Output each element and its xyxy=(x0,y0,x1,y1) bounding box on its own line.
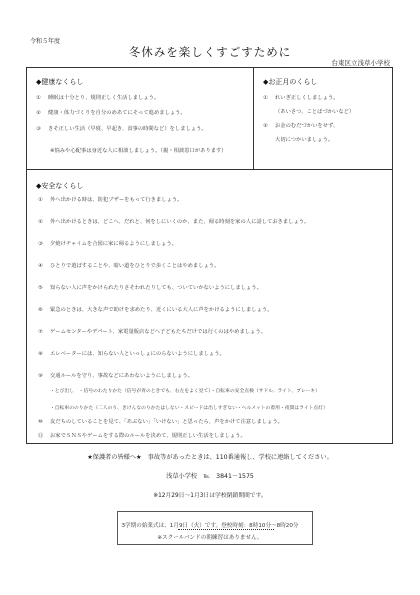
item-text: 睡眠は十分とり、規則正しく生活しましょう。 xyxy=(48,95,160,101)
item-text: 交通ルールを守り、事故などにあわないようにしましょう。 xyxy=(50,373,193,379)
item-number: ⑪ xyxy=(38,433,44,439)
item-text: 外へ出かける時は、防犯ブザーをもって行きましょう。 xyxy=(50,197,183,203)
safety-heading: ◆安全なくらし xyxy=(36,182,84,190)
item-number: ③ xyxy=(36,126,41,132)
closure-note: ※12月29日～1月3日は学校閉鎖期間です。 xyxy=(153,493,267,499)
list-item xyxy=(38,433,246,440)
newyear-list xyxy=(263,95,354,144)
guardian-notice: ★保護者の皆様へ★ 事故等があったときは、110番通報し、学校に連絡してください。 xyxy=(87,454,333,461)
newyear-heading: ◆お正月のくらし xyxy=(263,78,318,86)
item-number: ④ xyxy=(38,263,43,269)
item-text: エレベーターには、知らない人といっしょにのらないようにしましょう。 xyxy=(50,351,225,357)
item-number: ⑨ xyxy=(38,373,43,379)
list-item xyxy=(36,95,207,102)
item-number: ① xyxy=(38,197,43,203)
page-title: 冬休みを楽しくすごすために xyxy=(128,45,292,59)
list-item xyxy=(38,307,272,314)
item-number: ⑦ xyxy=(38,329,43,335)
item-number: ⑩ xyxy=(38,419,43,425)
item-number: ① xyxy=(263,95,268,101)
item-text: れいぎ正しくしましょう。 xyxy=(275,95,339,101)
health-note: ※悩みや心配事は身近な人に相談しましょう。（親・相談窓口があります） xyxy=(50,148,227,154)
item-text: ひとりで遊ばすることや、暗い道をひとりで歩くことはやめましょう。 xyxy=(50,263,220,269)
list-item xyxy=(38,285,262,292)
list-item xyxy=(38,329,266,336)
item-text: 緊急のときは、大きな声で助けを求めたり、近くにいる大人に声をかけるようにしましょう。 xyxy=(50,307,273,313)
health-list xyxy=(36,95,207,133)
list-item xyxy=(263,109,354,116)
list-item xyxy=(38,197,182,204)
list-item xyxy=(263,95,354,102)
item-text: 夕焼けチャイムを合図に家に帰るようにしましょう。 xyxy=(50,241,177,247)
list-item xyxy=(36,110,207,117)
ceremony-line: 3学期の始業式は、1月9日（火）です。登校時刻：8時10分～8時20分 xyxy=(121,523,299,529)
item-text: ・とび出し ・信号のわたりかた（信号が青のときでも、右左をよく見て）・自転車の安全点検（サドル、ライト、ブレーキ） xyxy=(50,389,320,394)
item-number: ⑥ xyxy=(38,307,43,313)
item-text: 外へ出かけるときは、どこへ、だれと、何をしにいくのか、また、帰る時刻を家の人に話しておきましょう。 xyxy=(50,219,310,225)
band-note: ※スクールバンドの朝練習はありません。 xyxy=(157,535,263,541)
health-heading: ◆健康なくらし xyxy=(36,78,84,86)
item-text: きそ正しい生活（早寝、早起き、食事の時間など）をしましょう。 xyxy=(48,126,207,132)
school-year: 令和５年度 xyxy=(30,38,61,45)
section-divider xyxy=(26,169,393,170)
item-text: ゲームセンターやデパート、家電量販店などへ子どもたちだけでは行くのはやめましょう。 xyxy=(50,329,266,335)
list-item xyxy=(38,351,225,358)
column-divider xyxy=(253,67,254,169)
list-item xyxy=(50,388,320,395)
list-item xyxy=(38,241,177,248)
list-item xyxy=(50,405,328,412)
list-item xyxy=(36,126,207,133)
school-phone: 浅草小学校 ℡ 3841－1575 xyxy=(166,473,254,480)
item-number: ② xyxy=(38,219,43,225)
list-item xyxy=(38,263,219,270)
item-number: ① xyxy=(36,95,41,101)
item-text: 大切につかいましょう。 xyxy=(275,137,334,143)
item-text: お金のむだづかいをせず、 xyxy=(275,123,339,129)
list-item xyxy=(38,219,309,226)
item-number: ⑤ xyxy=(38,285,43,291)
list-item xyxy=(263,137,354,144)
item-number: ② xyxy=(263,123,268,129)
list-item xyxy=(38,419,283,426)
item-text: （あいさつ、ことばづかいなど） xyxy=(275,109,355,115)
item-number: ⑧ xyxy=(38,351,43,357)
item-number: ③ xyxy=(38,241,43,247)
item-text: ・自転車ののりかた（二人のり、きけんなのりかたはしない・スピードは出しすぎない・ヘルメットの着用・夜間はライト点灯） xyxy=(50,406,328,411)
item-number: ② xyxy=(36,110,41,116)
list-item xyxy=(263,123,354,130)
underline-dots xyxy=(178,529,274,531)
list-item xyxy=(38,373,193,380)
item-text: 健康・体力づくりを自分のめあてにそって進めましょう。 xyxy=(48,110,186,116)
item-text: 友だちのしていることを見て、「あぶない」「いけない」と思ったら、声をかけて注意しましょう。 xyxy=(50,419,283,425)
school-name: 台東区立浅草小学校 xyxy=(331,59,390,67)
item-text: お家でＳＮＳやゲームをする際のルールを決めて、規則正しい生活をしましょう。 xyxy=(50,433,246,439)
item-text: 知らない人に声をかけられたりさそわれたりしても、ついていかないようにしましょう。 xyxy=(50,285,262,291)
